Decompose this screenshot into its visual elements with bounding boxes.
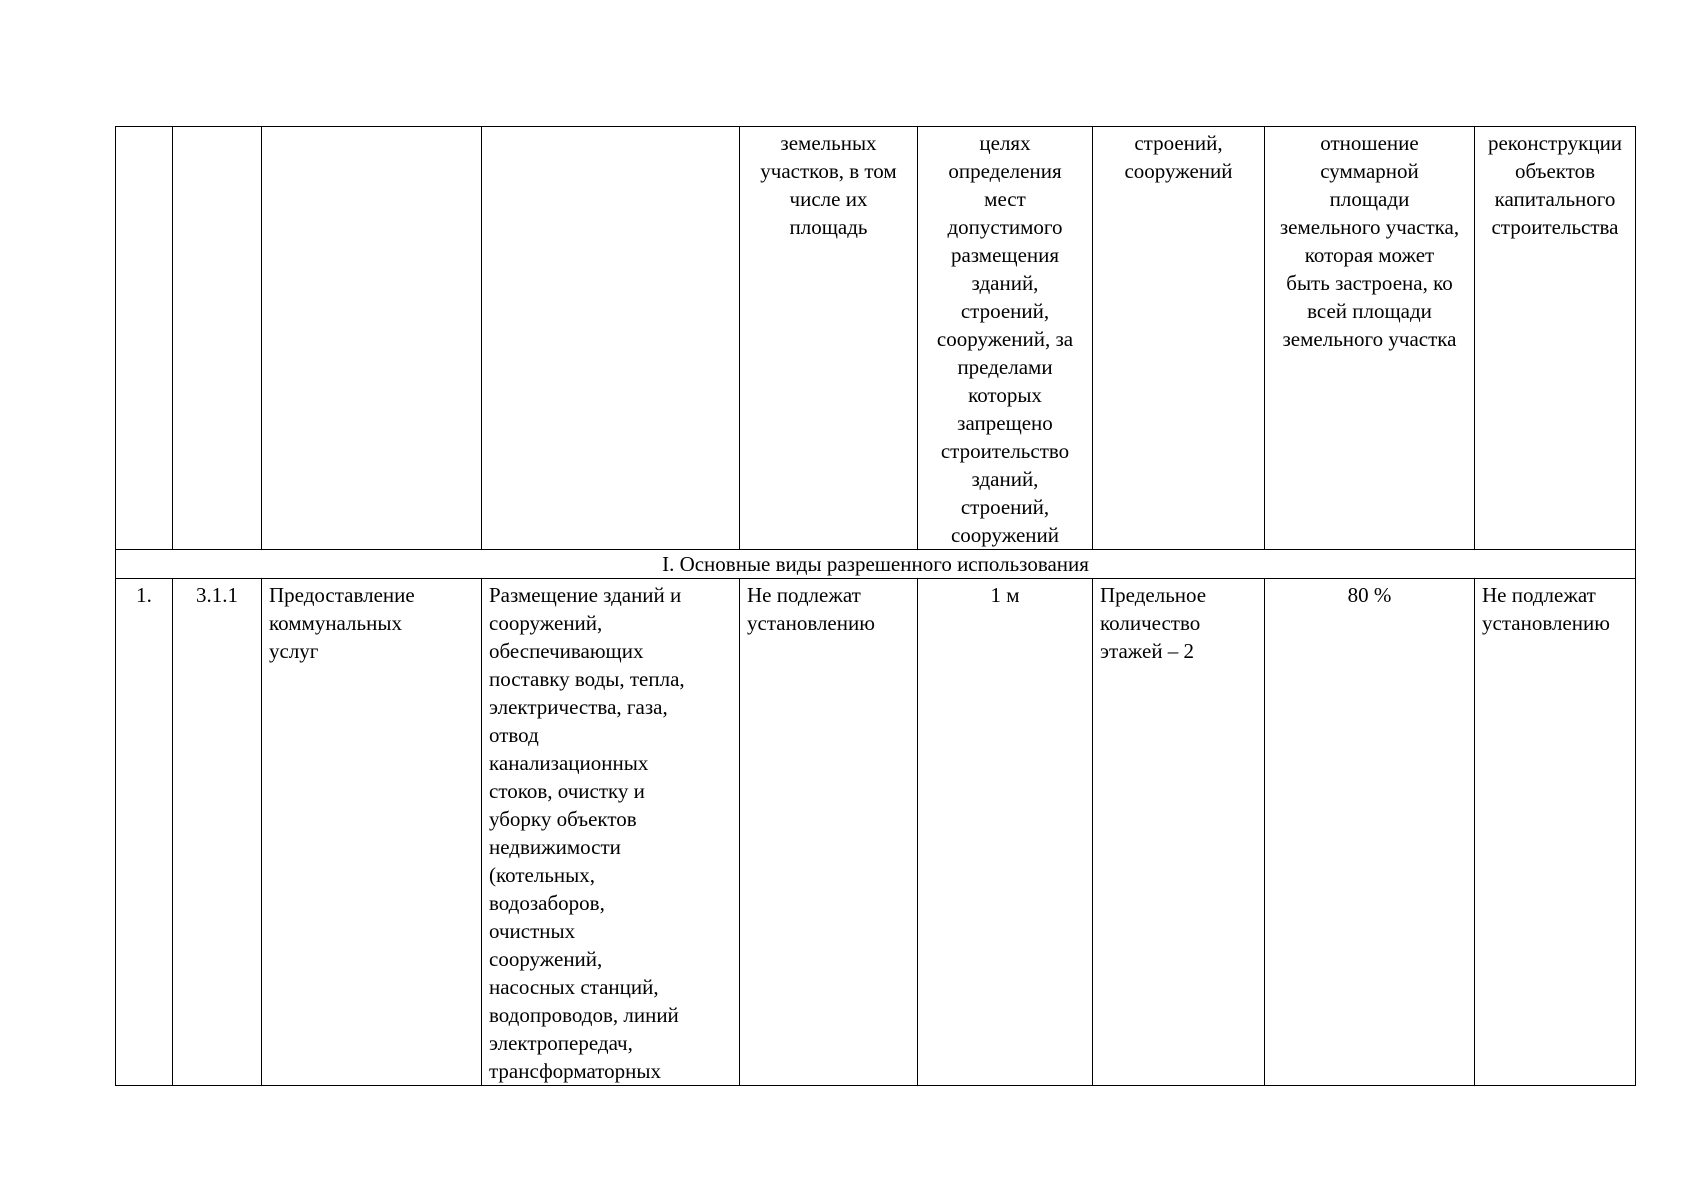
row-floors-text: Предельное количество этажей – 2 (1100, 583, 1207, 663)
header-row (116, 127, 1636, 550)
row-other (1475, 579, 1636, 1086)
row-name-text: Предоставление коммунальных услуг (269, 583, 415, 663)
header-floors-text: строений, сооружений (1124, 131, 1233, 183)
header-cell-code (173, 127, 262, 550)
zoning-table (115, 126, 1636, 1086)
header-setback-text: целях определения мест допустимого размещения зданий, строений, сооружений, за пределами которых запрещено строительство зданий, строений, сооружений (936, 131, 1074, 547)
header-cell-setback (918, 127, 1093, 550)
row-other-text: Не подлежат установлению (1482, 583, 1610, 635)
header-cell-other (1475, 127, 1636, 550)
header-cell-description (482, 127, 740, 550)
table-row (116, 579, 1636, 1086)
row-name (262, 579, 482, 1086)
header-cell-floors (1093, 127, 1265, 550)
header-cell-name (262, 127, 482, 550)
section-row (116, 550, 1636, 579)
header-coverage-text: отношение суммарной площади земельного участка, которая может быть застроена, ко всей площади земельного участка (1279, 131, 1460, 351)
row-coverage: 80 % (1265, 579, 1475, 1086)
row-floors (1093, 579, 1265, 1086)
header-other-text: реконструкции объектов капитального строительства (1487, 131, 1623, 239)
row-code: 3.1.1 (173, 579, 262, 1086)
header-cell-coverage (1265, 127, 1475, 550)
header-plot-size-text: земельных участков, в том числе их площадь (760, 131, 897, 239)
header-cell-plot-size (740, 127, 918, 550)
row-description-text: Размещение зданий и сооружений, обеспечивающих поставку воды, тепла, электричества, газа, отвод канализационных стоков, очистку и уборку объектов недвижимости (котельных, водозаборов, очистных сооружений, насосных станций, водопроводов, линий электропередач, трансформаторных (489, 583, 685, 1083)
row-plot-size (740, 579, 918, 1086)
row-setback: 1 м (918, 579, 1093, 1086)
row-description (482, 579, 740, 1086)
row-num: 1. (116, 579, 173, 1086)
header-cell-num (116, 127, 173, 550)
section-title: I. Основные виды разрешенного использования (116, 550, 1636, 579)
row-plot-size-text: Не подлежат установлению (747, 583, 875, 635)
